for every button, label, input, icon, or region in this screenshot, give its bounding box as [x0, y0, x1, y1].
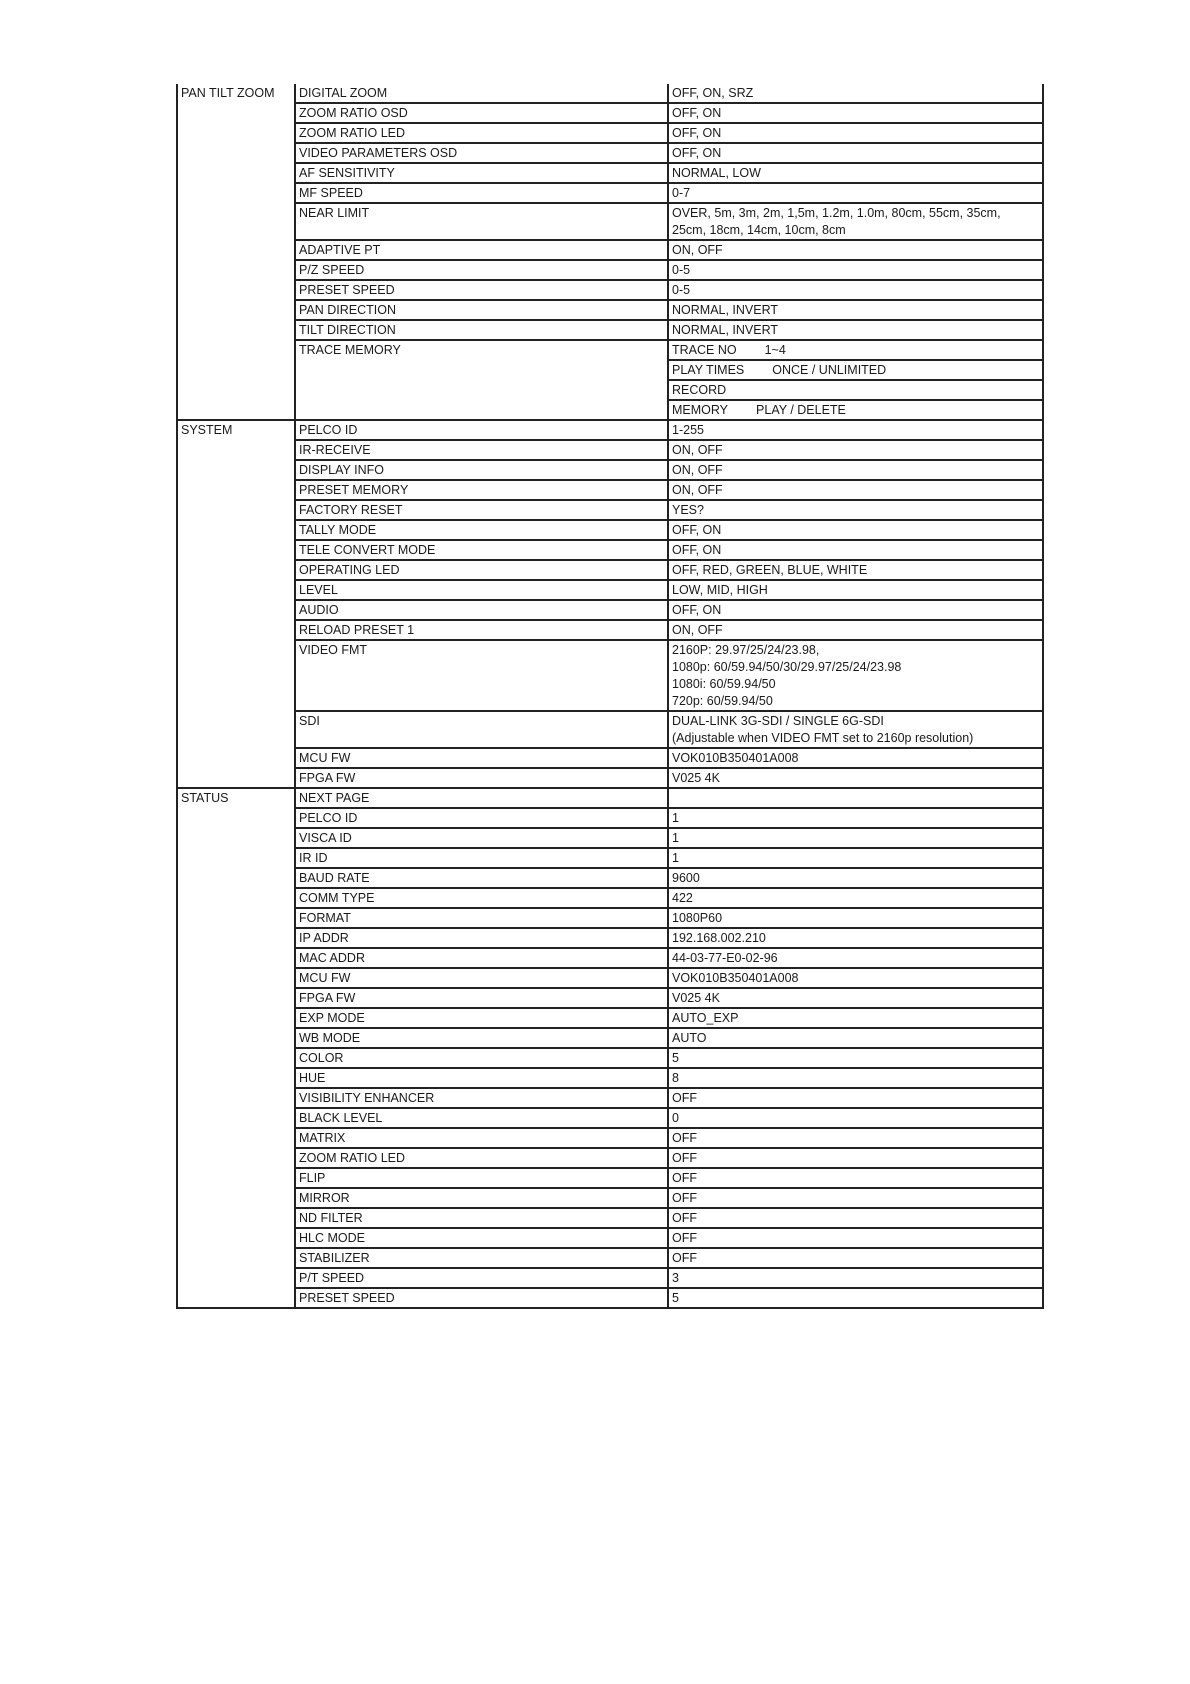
- table-row: [177, 84, 1043, 103]
- value-cell: [668, 1188, 1043, 1208]
- table-row: [177, 1168, 1043, 1188]
- value-cell: [668, 540, 1043, 560]
- value-cell: [668, 1108, 1043, 1128]
- value-cell: [668, 420, 1043, 440]
- item-label: ZOOM RATIO LED: [295, 1148, 668, 1168]
- table-row: [177, 1228, 1043, 1248]
- table-row: [177, 928, 1043, 948]
- value-text: ON, OFF: [672, 463, 723, 477]
- item-label: PAN DIRECTION: [295, 300, 668, 320]
- value-cell: [668, 84, 1043, 103]
- table-row: [177, 828, 1043, 848]
- sub-label: MEMORY: [672, 403, 729, 417]
- value-text: VOK010B350401A008: [672, 751, 799, 765]
- item-label: NEXT PAGE: [295, 788, 668, 808]
- value-cell: [668, 888, 1043, 908]
- value-cell: [668, 620, 1043, 640]
- section-label: PAN TILT ZOOM: [177, 84, 295, 420]
- table-row: [177, 203, 1043, 240]
- value-cell: [668, 1248, 1043, 1268]
- value-text: 1-255: [672, 423, 704, 437]
- table-row: [177, 1068, 1043, 1088]
- item-label: ADAPTIVE PT: [295, 240, 668, 260]
- value-cell: [668, 440, 1043, 460]
- sub-value: 1~4: [764, 343, 786, 357]
- table-row: [177, 183, 1043, 203]
- item-label: WB MODE: [295, 1028, 668, 1048]
- item-label: P/T SPEED: [295, 1268, 668, 1288]
- value-text: OFF: [672, 1091, 697, 1105]
- item-label: OPERATING LED: [295, 560, 668, 580]
- table-row: [177, 888, 1043, 908]
- value-cell: [668, 748, 1043, 768]
- value-text: ON, OFF: [672, 243, 723, 257]
- item-label: VIDEO PARAMETERS OSD: [295, 143, 668, 163]
- table-row: [177, 988, 1043, 1008]
- value-cell: [668, 163, 1043, 183]
- item-label: TRACE MEMORY: [295, 340, 668, 420]
- value-text: LOW, MID, HIGH: [672, 583, 768, 597]
- item-label: FACTORY RESET: [295, 500, 668, 520]
- table-row: [177, 440, 1043, 460]
- value-text: OFF: [672, 1151, 697, 1165]
- table-row: [177, 1268, 1043, 1288]
- item-label: NEAR LIMIT: [295, 203, 668, 240]
- item-label: ND FILTER: [295, 1208, 668, 1228]
- table-row: [177, 808, 1043, 828]
- item-label: MAC ADDR: [295, 948, 668, 968]
- value-text: 1: [672, 811, 679, 825]
- value-cell: [668, 1228, 1043, 1248]
- table-row: [177, 868, 1043, 888]
- value-text: 5: [672, 1051, 679, 1065]
- value-text: DUAL-LINK 3G-SDI / SINGLE 6G-SDI: [672, 714, 884, 728]
- value-cell: [668, 808, 1043, 828]
- item-label: ZOOM RATIO LED: [295, 123, 668, 143]
- item-label: DIGITAL ZOOM: [295, 84, 668, 103]
- value-text: AUTO_EXP: [672, 1011, 739, 1025]
- value-cell: [668, 1048, 1043, 1068]
- value-text: OFF, ON: [672, 146, 722, 160]
- item-label: FPGA FW: [295, 988, 668, 1008]
- value-cell: [668, 1168, 1043, 1188]
- table-row: [177, 460, 1043, 480]
- value-text: 1: [672, 851, 679, 865]
- value-text: 0: [672, 1111, 679, 1125]
- value-cell: [668, 460, 1043, 480]
- table-row: [177, 540, 1043, 560]
- table-row: [177, 1108, 1043, 1128]
- value-cell: [668, 260, 1043, 280]
- value-cell: [668, 300, 1043, 320]
- value-text: YES?: [672, 503, 704, 517]
- item-label: MATRIX: [295, 1128, 668, 1148]
- item-label: P/Z SPEED: [295, 260, 668, 280]
- value-text: 422: [672, 891, 693, 905]
- value-text: OFF, ON: [672, 603, 722, 617]
- value-cell: [668, 1028, 1043, 1048]
- item-label: STABILIZER: [295, 1248, 668, 1268]
- value-text: 1080p: 60/59.94/50/30/29.97/25/24/23.98: [672, 660, 902, 674]
- table-row: [177, 640, 1043, 711]
- item-label: COMM TYPE: [295, 888, 668, 908]
- table-row: [177, 420, 1043, 440]
- value-text: OFF: [672, 1131, 697, 1145]
- item-label: VISCA ID: [295, 828, 668, 848]
- value-cell: [668, 143, 1043, 163]
- table-row: [177, 1048, 1043, 1068]
- value-cell: [668, 1288, 1043, 1308]
- item-label: PRESET SPEED: [295, 280, 668, 300]
- item-label: FLIP: [295, 1168, 668, 1188]
- value-text: V025 4K: [672, 771, 720, 785]
- value-text: OFF: [672, 1211, 697, 1225]
- value-text: ON, OFF: [672, 443, 723, 457]
- table-row: [177, 280, 1043, 300]
- table-row: [177, 480, 1043, 500]
- value-text: 3: [672, 1271, 679, 1285]
- value-text: 1080i: 60/59.94/50: [672, 677, 776, 691]
- value-text: ON, OFF: [672, 623, 723, 637]
- value-text: OFF, ON: [672, 523, 722, 537]
- table-row: [177, 1248, 1043, 1268]
- value-text: OVER, 5m, 3m, 2m, 1,5m, 1.2m, 1.0m, 80cm, 55cm, 35cm,: [672, 206, 1001, 220]
- table-row: [177, 520, 1043, 540]
- item-label: TILT DIRECTION: [295, 320, 668, 340]
- value-text: OFF: [672, 1171, 697, 1185]
- item-label: HLC MODE: [295, 1228, 668, 1248]
- value-cell: [668, 908, 1043, 928]
- value-cell: [668, 1208, 1043, 1228]
- value-cell: [668, 360, 1043, 380]
- table-row: [177, 143, 1043, 163]
- table-row: [177, 968, 1043, 988]
- value-cell: [668, 103, 1043, 123]
- table-row: [177, 768, 1043, 788]
- table-row: [177, 1288, 1043, 1308]
- value-text: NORMAL, LOW: [672, 166, 761, 180]
- value-text: NORMAL, INVERT: [672, 323, 779, 337]
- item-label: AF SENSITIVITY: [295, 163, 668, 183]
- value-text: [672, 790, 1039, 807]
- value-text: 2160P: 29.97/25/24/23.98,: [672, 643, 820, 657]
- item-label: PELCO ID: [295, 420, 668, 440]
- item-label: IP ADDR: [295, 928, 668, 948]
- value-cell: [668, 1268, 1043, 1288]
- value-text: NORMAL, INVERT: [672, 303, 779, 317]
- value-cell: [668, 320, 1043, 340]
- table-row: [177, 1128, 1043, 1148]
- item-label: FPGA FW: [295, 768, 668, 788]
- item-label: DISPLAY INFO: [295, 460, 668, 480]
- table-row: [177, 620, 1043, 640]
- table-row: [177, 1188, 1043, 1208]
- value-text: OFF: [672, 1251, 697, 1265]
- item-label: PELCO ID: [295, 808, 668, 828]
- value-cell: [668, 1088, 1043, 1108]
- table-row: [177, 500, 1043, 520]
- table-row: [177, 908, 1043, 928]
- value-cell: [668, 500, 1043, 520]
- value-cell: [668, 828, 1043, 848]
- value-cell: [668, 768, 1043, 788]
- value-cell: [668, 711, 1043, 748]
- value-cell: [668, 580, 1043, 600]
- value-cell: [668, 788, 1043, 808]
- value-text: 8: [672, 1071, 679, 1085]
- value-cell: [668, 1148, 1043, 1168]
- sub-value: PLAY / DELETE: [756, 403, 846, 417]
- sub-label: TRACE NO: [672, 343, 737, 357]
- menu-settings-table: [176, 84, 1044, 1309]
- item-label: LEVEL: [295, 580, 668, 600]
- value-cell: [668, 868, 1043, 888]
- value-text: 0-7: [672, 186, 691, 200]
- item-label: SDI: [295, 711, 668, 748]
- table-row: [177, 340, 1043, 360]
- table-row: [177, 1208, 1043, 1228]
- table-row: [177, 711, 1043, 748]
- item-label: FORMAT: [295, 908, 668, 928]
- table-row: [177, 103, 1043, 123]
- value-text: 0-5: [672, 263, 691, 277]
- value-cell: [668, 848, 1043, 868]
- value-text: 9600: [672, 871, 700, 885]
- value-cell: [668, 968, 1043, 988]
- table-row: [177, 600, 1043, 620]
- table-row: [177, 560, 1043, 580]
- table-row: [177, 788, 1043, 808]
- value-text: OFF, ON: [672, 543, 722, 557]
- value-text: 1: [672, 831, 679, 845]
- item-label: EXP MODE: [295, 1008, 668, 1028]
- section-label: STATUS: [177, 788, 295, 1308]
- table-row: [177, 320, 1043, 340]
- value-cell: [668, 203, 1043, 240]
- value-cell: [668, 928, 1043, 948]
- value-cell: [668, 988, 1043, 1008]
- table-row: [177, 1088, 1043, 1108]
- value-text: V025 4K: [672, 991, 720, 1005]
- table-row: [177, 948, 1043, 968]
- item-label: MF SPEED: [295, 183, 668, 203]
- value-cell: [668, 280, 1043, 300]
- value-cell: [668, 400, 1043, 420]
- sub-label: RECORD: [672, 383, 727, 397]
- item-label: MCU FW: [295, 968, 668, 988]
- item-label: HUE: [295, 1068, 668, 1088]
- value-text: OFF: [672, 1231, 697, 1245]
- value-text: ON, OFF: [672, 483, 723, 497]
- value-text: 25cm, 18cm, 14cm, 10cm, 8cm: [672, 223, 846, 237]
- item-label: BAUD RATE: [295, 868, 668, 888]
- item-label: PRESET MEMORY: [295, 480, 668, 500]
- value-text: OFF: [672, 1191, 697, 1205]
- item-label: TELE CONVERT MODE: [295, 540, 668, 560]
- table-row: [177, 300, 1043, 320]
- item-label: TALLY MODE: [295, 520, 668, 540]
- value-cell: [668, 340, 1043, 360]
- value-text: (Adjustable when VIDEO FMT set to 2160p resolution): [672, 731, 974, 745]
- item-label: VIDEO FMT: [295, 640, 668, 711]
- value-text: OFF, ON: [672, 126, 722, 140]
- item-label: VISIBILITY ENHANCER: [295, 1088, 668, 1108]
- item-label: ZOOM RATIO OSD: [295, 103, 668, 123]
- section-label: SYSTEM: [177, 420, 295, 788]
- table-row: [177, 1028, 1043, 1048]
- value-text: OFF, ON, SRZ: [672, 86, 754, 100]
- value-cell: [668, 123, 1043, 143]
- value-text: 5: [672, 1291, 679, 1305]
- item-label: RELOAD PRESET 1: [295, 620, 668, 640]
- item-label: COLOR: [295, 1048, 668, 1068]
- value-cell: [668, 240, 1043, 260]
- value-text: 44-03-77-E0-02-96: [672, 951, 778, 965]
- table-row: [177, 580, 1043, 600]
- table-row: [177, 260, 1043, 280]
- table-row: [177, 1008, 1043, 1028]
- table-row: [177, 123, 1043, 143]
- value-cell: [668, 380, 1043, 400]
- value-cell: [668, 480, 1043, 500]
- sub-value: ONCE / UNLIMITED: [772, 363, 887, 377]
- value-text: 0-5: [672, 283, 691, 297]
- value-text: VOK010B350401A008: [672, 971, 799, 985]
- item-label: IR ID: [295, 848, 668, 868]
- value-cell: [668, 600, 1043, 620]
- value-cell: [668, 1128, 1043, 1148]
- value-cell: [668, 1008, 1043, 1028]
- sub-label: PLAY TIMES: [672, 363, 745, 377]
- item-label: MCU FW: [295, 748, 668, 768]
- value-text: 192.168.002.210: [672, 931, 766, 945]
- value-cell: [668, 183, 1043, 203]
- item-label: IR-RECEIVE: [295, 440, 668, 460]
- table-row: [177, 240, 1043, 260]
- value-text: OFF, RED, GREEN, BLUE, WHITE: [672, 563, 868, 577]
- value-text: AUTO: [672, 1031, 707, 1045]
- value-cell: [668, 520, 1043, 540]
- value-cell: [668, 1068, 1043, 1088]
- value-cell: [668, 948, 1043, 968]
- value-cell: [668, 560, 1043, 580]
- item-label: BLACK LEVEL: [295, 1108, 668, 1128]
- item-label: MIRROR: [295, 1188, 668, 1208]
- table-row: [177, 163, 1043, 183]
- value-cell: [668, 640, 1043, 711]
- table-row: [177, 848, 1043, 868]
- value-text: OFF, ON: [672, 106, 722, 120]
- value-text: 720p: 60/59.94/50: [672, 694, 773, 708]
- item-label: PRESET SPEED: [295, 1288, 668, 1308]
- table-row: [177, 1148, 1043, 1168]
- table-row: [177, 748, 1043, 768]
- item-label: AUDIO: [295, 600, 668, 620]
- value-text: 1080P60: [672, 911, 723, 925]
